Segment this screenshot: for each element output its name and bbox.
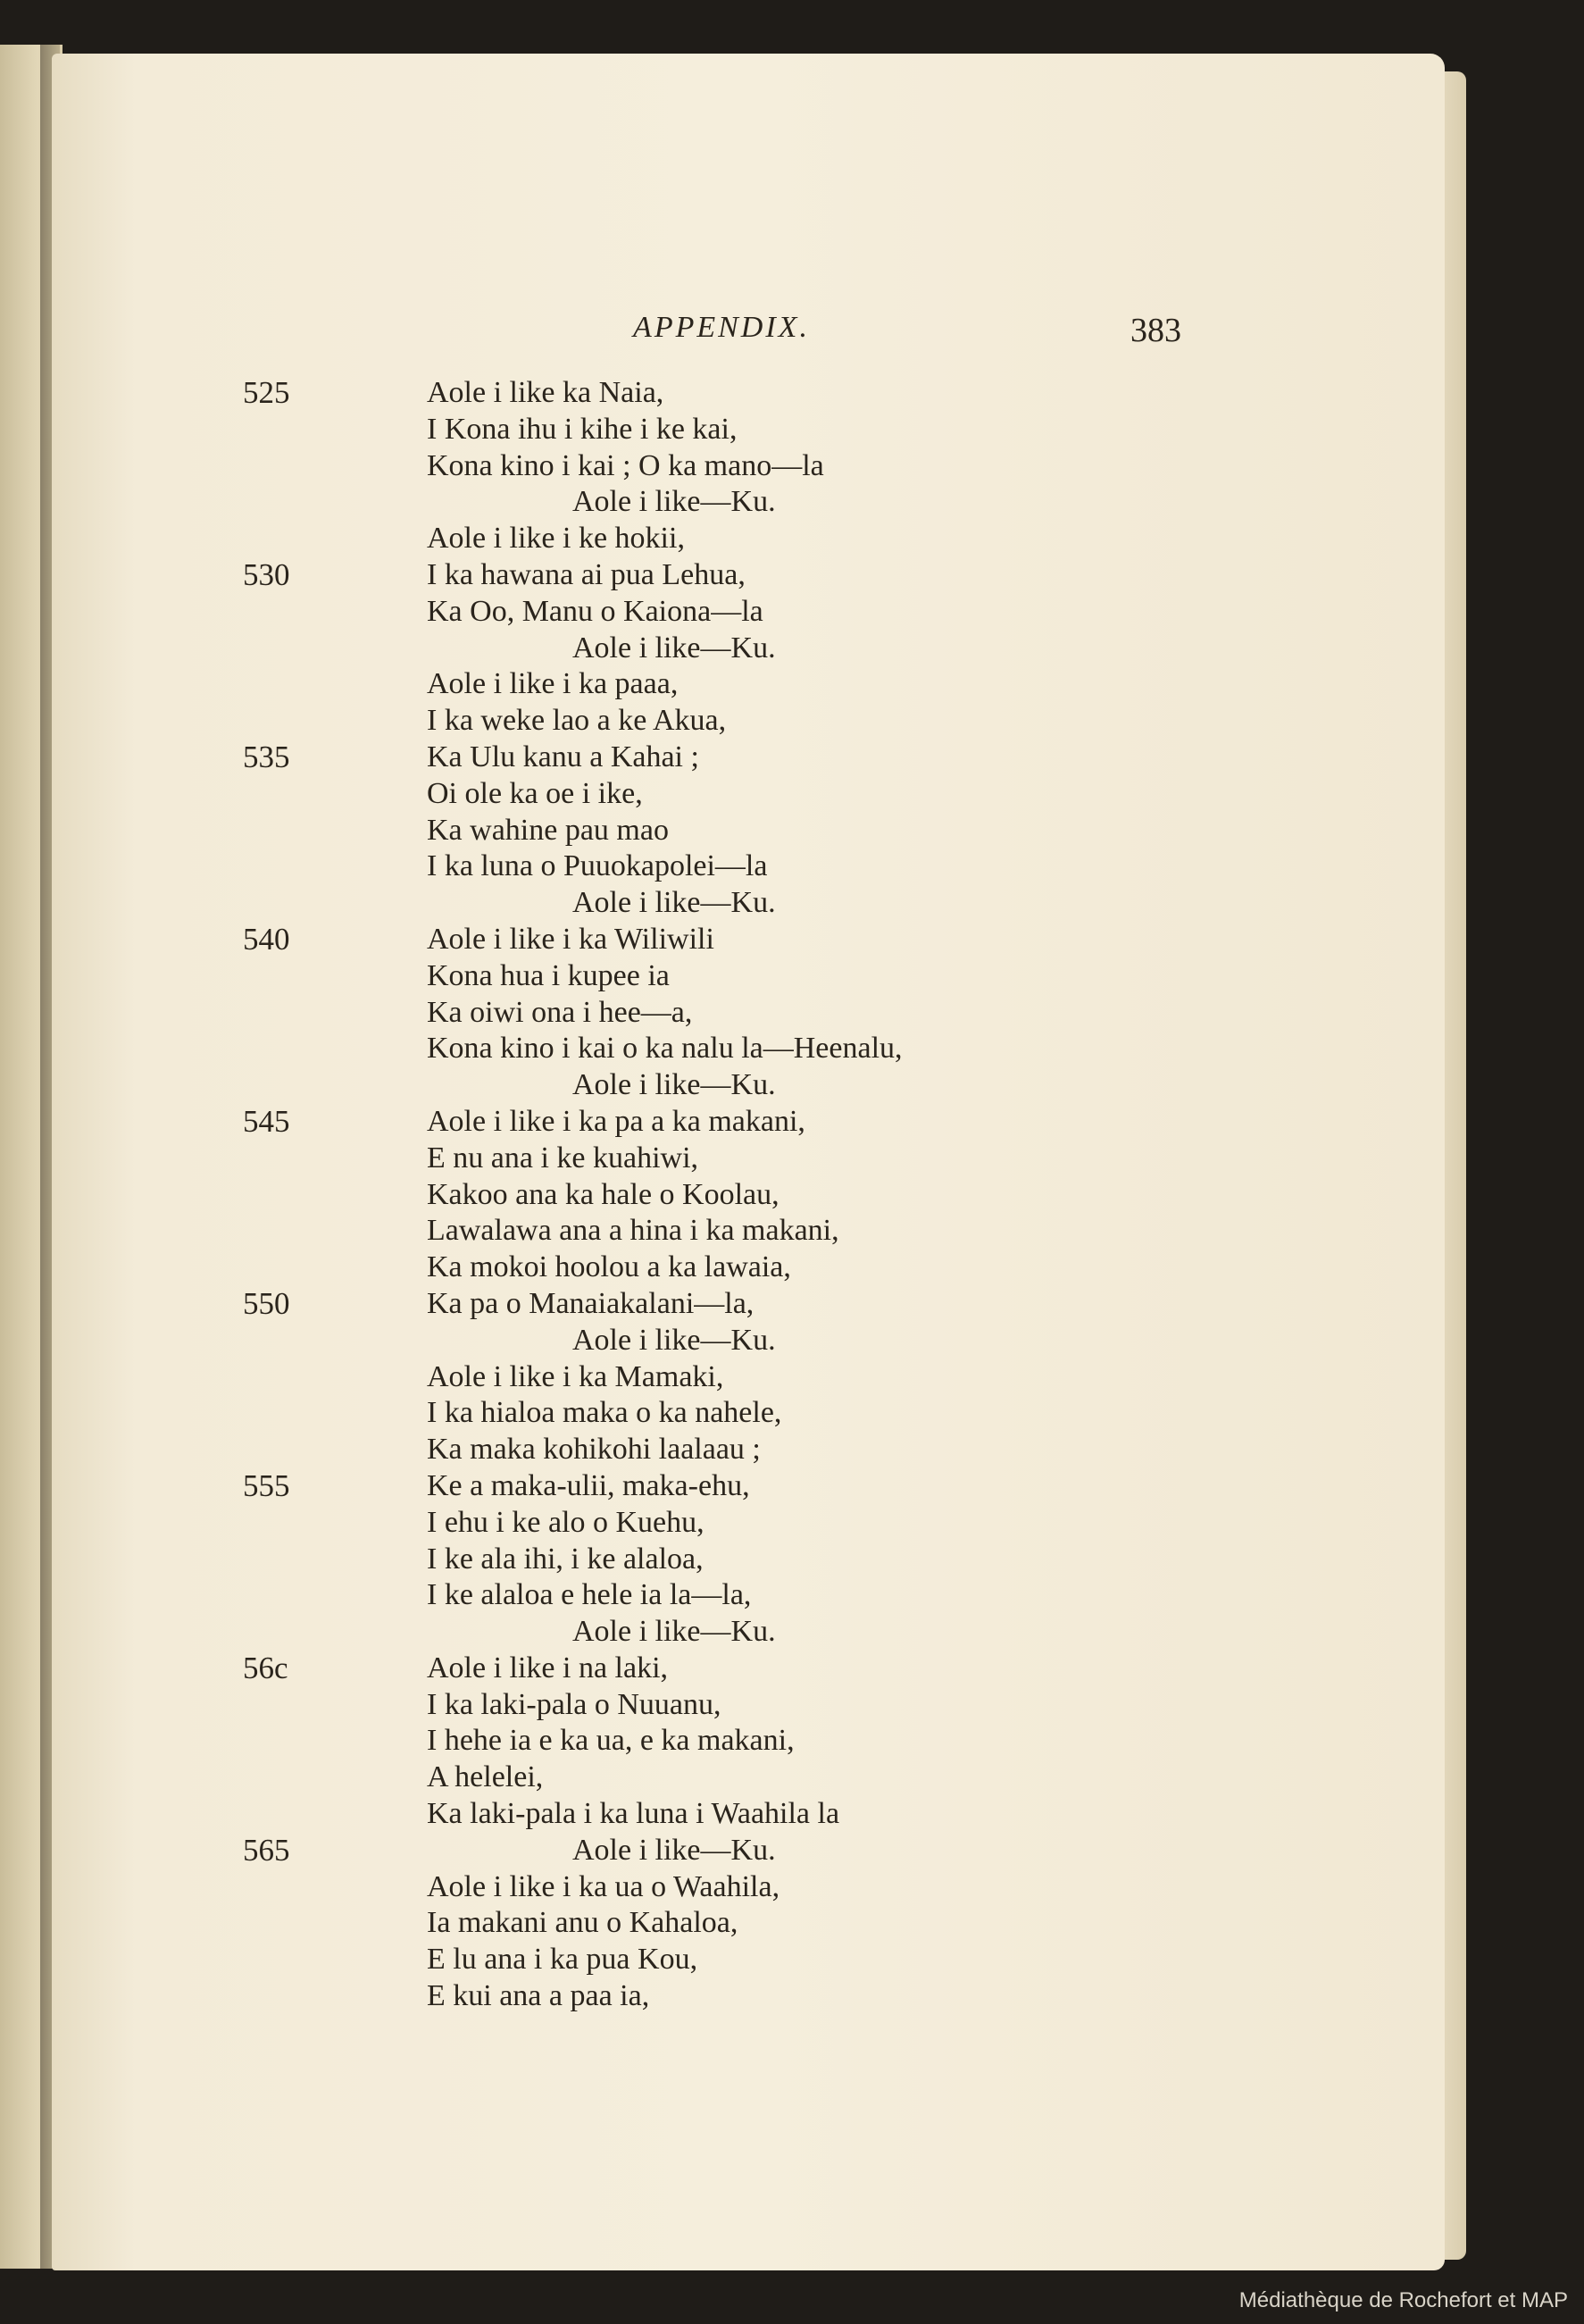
verse-line bbox=[52, 740, 1445, 776]
verse-line bbox=[52, 412, 1445, 448]
verse-line bbox=[52, 1031, 1445, 1067]
verse-line bbox=[52, 958, 1445, 995]
refrain-line bbox=[52, 1833, 1445, 1869]
line-number: 56c bbox=[243, 1650, 288, 1685]
line-text: Kona kino i kai o ka nalu la—Heenalu, bbox=[427, 1032, 903, 1066]
verse-line bbox=[52, 1905, 1445, 1942]
line-text: Aole i like i ka pa a ka makani, bbox=[427, 1104, 805, 1138]
line-number: 535 bbox=[243, 739, 290, 774]
line-text: Lawalawa ana a hina i ka makani, bbox=[427, 1214, 839, 1248]
line-number: 525 bbox=[243, 375, 290, 410]
verse-line bbox=[52, 1104, 1445, 1141]
verse-line bbox=[52, 849, 1445, 885]
verse-line bbox=[52, 1760, 1445, 1796]
line-text: I ka hialoa maka o ka nahele, bbox=[427, 1396, 782, 1430]
watermark: Médiathèque de Rochefort et MAP bbox=[1238, 2288, 1568, 2312]
verse-line bbox=[52, 1542, 1445, 1578]
line-text: I ka weke lao a ke Akua, bbox=[427, 704, 727, 738]
verse-line bbox=[52, 776, 1445, 813]
line-text: Kona hua i kupee ia bbox=[427, 958, 670, 992]
line-text: I ka laki-pala o Nuuanu, bbox=[427, 1687, 721, 1721]
verse-line bbox=[52, 1141, 1445, 1177]
line-text: I ehu i ke alo o Kuehu, bbox=[427, 1505, 704, 1539]
line-text: I ka hawana ai pua Lehua, bbox=[427, 557, 746, 591]
verse-line bbox=[52, 703, 1445, 740]
line-text: E nu ana i ke kuahiwi, bbox=[427, 1141, 699, 1175]
verse-line bbox=[52, 1687, 1445, 1724]
verse-line bbox=[52, 521, 1445, 557]
line-text: Aole i like—Ku. bbox=[572, 1323, 776, 1357]
line-text: Aole i like i na laki, bbox=[427, 1651, 669, 1684]
verse-line bbox=[52, 557, 1445, 594]
line-text: E kui ana a paa ia, bbox=[427, 1979, 650, 2013]
refrain-line bbox=[52, 1067, 1445, 1104]
verse-line bbox=[52, 1359, 1445, 1396]
line-text: Aole i like—Ku. bbox=[572, 485, 776, 519]
book-page bbox=[52, 54, 1445, 2270]
line-text: I ke ala ihi, i ke alaloa, bbox=[427, 1542, 704, 1576]
page-number: 383 bbox=[1130, 312, 1181, 349]
line-text: Ka oiwi ona i hee—a, bbox=[427, 995, 693, 1029]
line-text: Kakoo ana ka hale o Koolau, bbox=[427, 1177, 779, 1211]
verse-line bbox=[52, 1432, 1445, 1468]
line-text: I ka luna o Puuokapolei—la bbox=[427, 849, 768, 883]
line-text: Aole i like—Ku. bbox=[572, 1615, 776, 1649]
line-text: Ka maka kohikohi laalaau ; bbox=[427, 1433, 761, 1467]
line-text: Aole i like ka Naia, bbox=[427, 376, 664, 409]
line-number: 530 bbox=[243, 556, 290, 592]
verse-line bbox=[52, 1942, 1445, 1978]
refrain-line bbox=[52, 484, 1445, 521]
refrain-line bbox=[52, 885, 1445, 922]
verse-line bbox=[52, 1869, 1445, 1906]
line-text: Oi ole ka oe i ike, bbox=[427, 776, 643, 810]
verse-line bbox=[52, 813, 1445, 849]
verse-line bbox=[52, 1213, 1445, 1250]
line-text: Ka laki-pala i ka luna i Waahila la bbox=[427, 1797, 840, 1831]
line-text: I Kona ihu i kihe i ke kai, bbox=[427, 412, 738, 446]
line-text: Aole i like—Ku. bbox=[572, 1068, 776, 1102]
verse-line bbox=[52, 1505, 1445, 1542]
verse-line bbox=[52, 594, 1445, 631]
line-number: 545 bbox=[243, 1103, 290, 1139]
line-text: I hehe ia e ka ua, e ka makani, bbox=[427, 1724, 795, 1758]
line-text: Ke a maka-ulii, maka-ehu, bbox=[427, 1468, 750, 1502]
verse-line bbox=[52, 1723, 1445, 1760]
line-text: Ka mokoi hoolou a ka lawaia, bbox=[427, 1250, 791, 1284]
line-text: Aole i like—Ku. bbox=[572, 886, 776, 920]
line-text: Aole i like i ka Mamaki, bbox=[427, 1359, 724, 1393]
verse-line bbox=[52, 1796, 1445, 1833]
line-text: Aole i like i ka Wiliwili bbox=[427, 922, 714, 956]
verse-line bbox=[52, 1250, 1445, 1286]
verse-line bbox=[52, 375, 1445, 412]
line-text: Ka wahine pau mao bbox=[427, 813, 669, 847]
refrain-line bbox=[52, 1323, 1445, 1359]
verse-line bbox=[52, 1395, 1445, 1432]
verse-line bbox=[52, 995, 1445, 1032]
line-number: 565 bbox=[243, 1832, 290, 1868]
verse-line bbox=[52, 922, 1445, 958]
verse-line bbox=[52, 1577, 1445, 1614]
line-text: I ke alaloa e hele ia la—la, bbox=[427, 1578, 752, 1612]
verse-line bbox=[52, 1468, 1445, 1505]
line-text: Ia makani anu o Kahaloa, bbox=[427, 1906, 738, 1940]
refrain-line bbox=[52, 631, 1445, 667]
line-number: 540 bbox=[243, 921, 290, 957]
line-text: Kona kino i kai ; O ka mano—la bbox=[427, 448, 824, 482]
line-number: 555 bbox=[243, 1467, 290, 1503]
verse-line bbox=[52, 666, 1445, 703]
line-text: Ka pa o Manaiakalani—la, bbox=[427, 1286, 754, 1320]
line-text: A helelei, bbox=[427, 1760, 544, 1794]
verse-line bbox=[52, 1651, 1445, 1687]
line-text: Aole i like i ka paaa, bbox=[427, 667, 679, 701]
verse-lines bbox=[52, 375, 1445, 2015]
line-text: Aole i like i ka ua o Waahila, bbox=[427, 1869, 780, 1903]
refrain-line bbox=[52, 1614, 1445, 1651]
verse-line bbox=[52, 1286, 1445, 1323]
verse-line bbox=[52, 448, 1445, 485]
line-number: 550 bbox=[243, 1285, 290, 1321]
line-text: E lu ana i ka pua Kou, bbox=[427, 1943, 698, 1977]
line-text: Aole i like—Ku. bbox=[572, 631, 776, 665]
line-text: Aole i like i ke hokii, bbox=[427, 522, 685, 556]
line-text: Ka Ulu kanu a Kahai ; bbox=[427, 740, 699, 773]
line-text: Ka Oo, Manu o Kaiona—la bbox=[427, 594, 763, 628]
line-text: Aole i like—Ku. bbox=[572, 1833, 776, 1867]
running-header: APPENDIX. bbox=[633, 311, 810, 344]
verse-line bbox=[52, 1177, 1445, 1214]
verse-line bbox=[52, 1978, 1445, 2015]
